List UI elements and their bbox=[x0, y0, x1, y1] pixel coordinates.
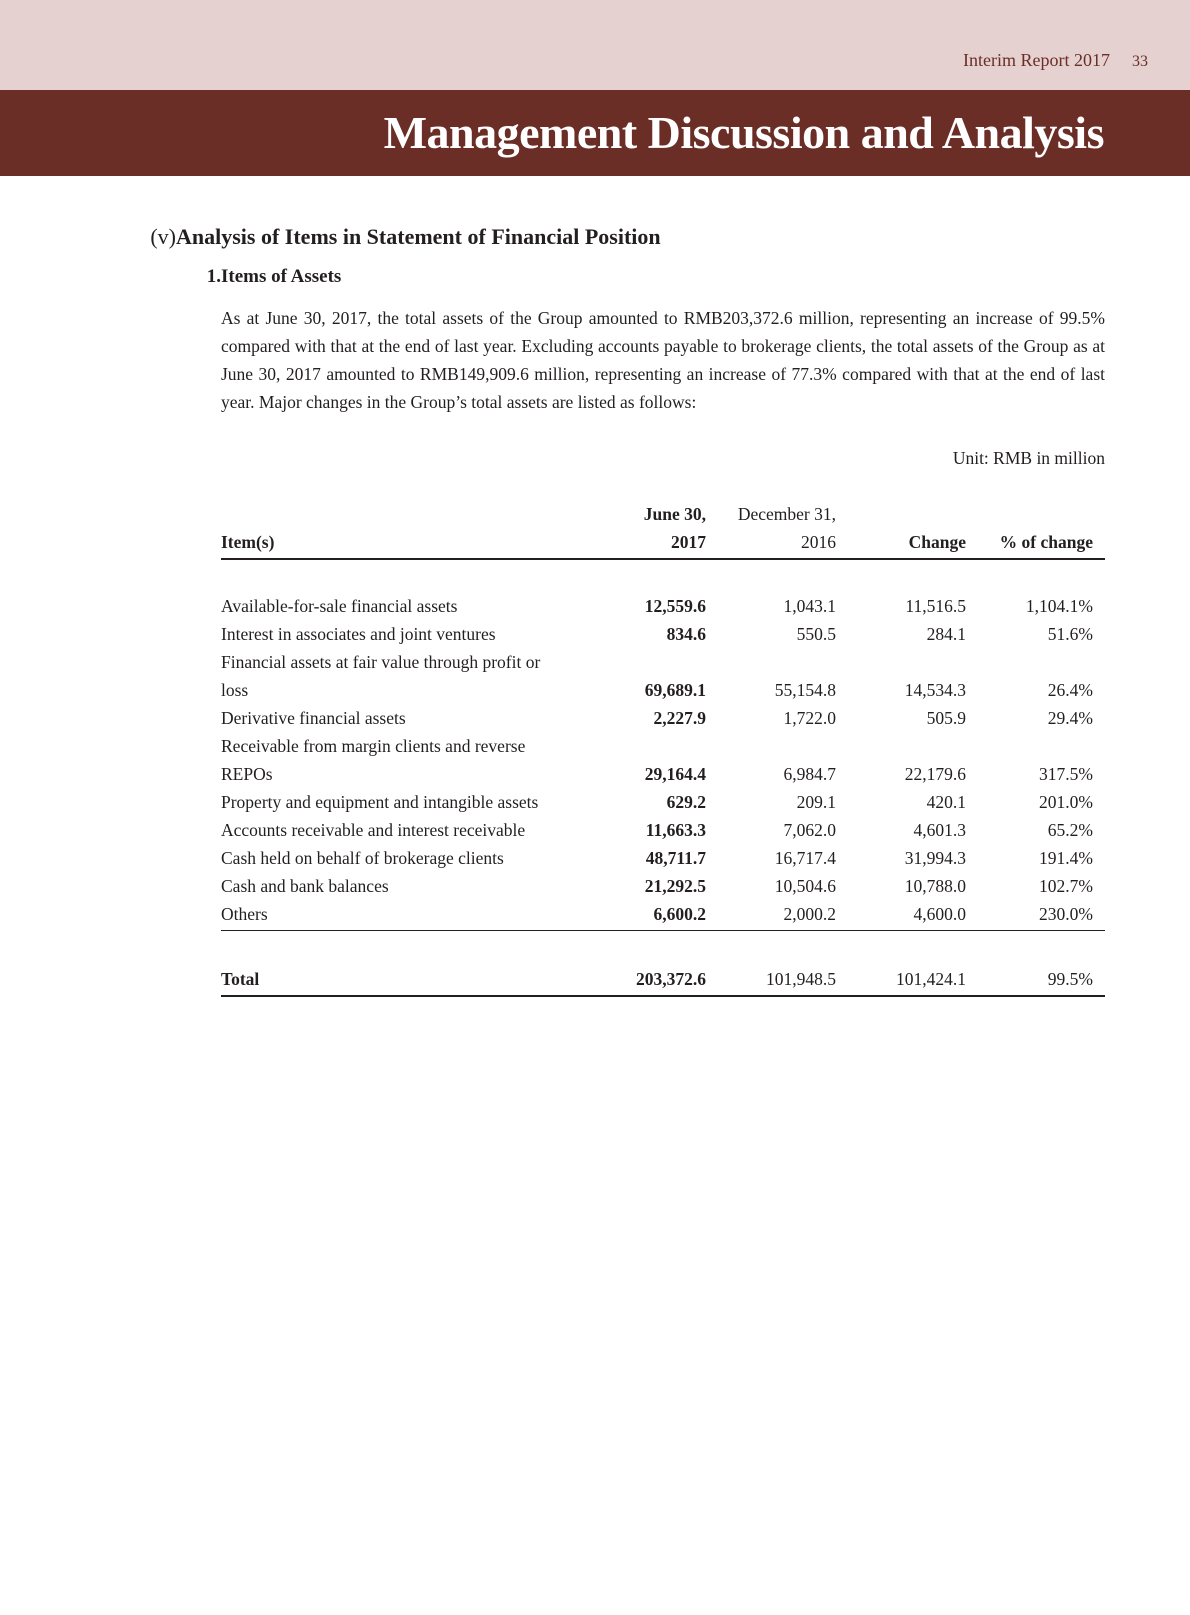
row-jun-2017-value: 2,227.9 bbox=[653, 708, 706, 728]
table-row-label-line bbox=[221, 648, 1105, 676]
row-pct-change-value: 230.0% bbox=[966, 900, 1105, 931]
row-jun-2017-value: 11,663.3 bbox=[645, 820, 706, 840]
unit-label: Unit: RMB in million bbox=[952, 448, 1105, 468]
row-change-value: 10,788.0 bbox=[904, 876, 966, 896]
row-item-label-line1: Receivable from margin clients and reverse bbox=[221, 736, 526, 756]
subsection-title: Items of Assets bbox=[221, 266, 342, 287]
header-item: Item(s) bbox=[221, 528, 581, 559]
row-item-label-line1: Financial assets at fair value through profit or bbox=[221, 652, 541, 672]
page-number: 33 bbox=[1132, 53, 1148, 70]
row-dec-2016-value: 7,062.0 bbox=[783, 820, 836, 840]
total-dec-2016-value: 101,948.5 bbox=[706, 965, 836, 996]
header-change: Change bbox=[836, 528, 966, 559]
table-row bbox=[221, 760, 1105, 788]
section-title: Analysis of Items in Statement of Financial Position bbox=[176, 224, 661, 249]
row-item-label: Others bbox=[221, 900, 581, 931]
row-jun-2017-value: 834.6 bbox=[666, 624, 706, 644]
row-item-label: Interest in associates and joint ventures bbox=[221, 624, 496, 644]
row-change-value: 11,516.5 bbox=[905, 596, 966, 616]
subsection-number: 1. bbox=[206, 266, 221, 287]
row-dec-2016-value: 55,154.8 bbox=[774, 680, 836, 700]
row-pct-change-value: 26.4% bbox=[1047, 680, 1093, 700]
running-header bbox=[963, 50, 1148, 71]
row-change-value: 31,994.3 bbox=[904, 848, 966, 868]
table-row bbox=[221, 816, 1105, 844]
table-row bbox=[221, 620, 1105, 648]
row-change-value: 4,600.0 bbox=[836, 900, 966, 931]
row-change-value: 420.1 bbox=[926, 792, 966, 812]
row-item-label: Available-for-sale financial assets bbox=[221, 596, 458, 616]
body-paragraph: As at June 30, 2017, the total assets of the Group amounted to RMB203,372.6 million, representing an increase of 99.5% compared with that at the end of last year. Excluding accounts payable to brokerage clients, the total assets of the Group as at June 30, 2017 amounted to RMB149,909.6 million, representing an increase of 77.3% compared with that at the end of last year. Major changes in the Group’s total assets are listed as follows: bbox=[221, 308, 1105, 412]
table-row bbox=[221, 872, 1105, 900]
header-pct: % of change bbox=[966, 528, 1105, 559]
row-jun-2017-value: 48,711.7 bbox=[645, 848, 706, 868]
total-pct-change-value: 99.5% bbox=[966, 965, 1105, 996]
row-change-value: 14,534.3 bbox=[904, 680, 966, 700]
row-jun-2017-value: 21,292.5 bbox=[644, 876, 706, 896]
row-change-value: 284.1 bbox=[926, 624, 966, 644]
row-item-label: Accounts receivable and interest receivable bbox=[221, 820, 526, 840]
table-row bbox=[221, 788, 1105, 816]
row-pct-change-value: 51.6% bbox=[1047, 624, 1093, 644]
table-row bbox=[221, 900, 1105, 931]
total-change-value: 101,424.1 bbox=[836, 965, 966, 996]
row-jun-2017-value: 12,559.6 bbox=[644, 596, 706, 616]
row-jun-2017-value: 29,164.4 bbox=[644, 764, 706, 784]
row-change-value: 4,601.3 bbox=[913, 820, 966, 840]
header-row-2 bbox=[221, 528, 1105, 559]
row-jun-2017-value: 629.2 bbox=[666, 792, 706, 812]
row-dec-2016-value: 1,043.1 bbox=[783, 596, 836, 616]
report-title: Interim Report 2017 bbox=[963, 50, 1110, 70]
banner-title: Management Discussion and Analysis bbox=[383, 107, 1104, 158]
row-item-label: loss bbox=[221, 680, 249, 700]
row-pct-change-value: 102.7% bbox=[1039, 876, 1093, 896]
row-pct-change-value: 191.4% bbox=[1039, 848, 1093, 868]
header-jun-line2: 2017 bbox=[581, 528, 706, 559]
header-row-1 bbox=[221, 500, 1105, 528]
row-jun-2017-value: 6,600.2 bbox=[581, 900, 706, 931]
row-dec-2016-value: 6,984.7 bbox=[783, 764, 836, 784]
row-item-label: Cash and bank balances bbox=[221, 876, 389, 896]
row-item-label: Property and equipment and intangible assets bbox=[221, 792, 539, 812]
row-dec-2016-value: 550.5 bbox=[796, 624, 836, 644]
row-dec-2016-value: 209.1 bbox=[796, 792, 836, 812]
table-row bbox=[221, 704, 1105, 732]
table-row-label-line bbox=[221, 732, 1105, 760]
row-dec-2016-value: 16,717.4 bbox=[774, 848, 836, 868]
header-band bbox=[0, 0, 1190, 90]
row-jun-2017-value: 69,689.1 bbox=[644, 680, 706, 700]
section-heading bbox=[130, 224, 661, 250]
row-dec-2016-value: 1,722.0 bbox=[783, 708, 836, 728]
total-jun-2017-value: 203,372.6 bbox=[581, 965, 706, 996]
total-row bbox=[221, 965, 1105, 996]
row-item-label: Cash held on behalf of brokerage clients bbox=[221, 848, 504, 868]
total-label: Total bbox=[221, 965, 581, 996]
row-change-value: 22,179.6 bbox=[904, 764, 966, 784]
header-dec-line1: December 31, bbox=[737, 504, 836, 524]
row-dec-2016-value: 10,504.6 bbox=[774, 876, 836, 896]
header-jun-line1: June 30, bbox=[643, 504, 706, 524]
row-pct-change-value: 65.2% bbox=[1047, 820, 1093, 840]
table-row bbox=[221, 592, 1105, 620]
subsection-heading bbox=[176, 266, 341, 288]
header-dec-line2: 2016 bbox=[706, 528, 836, 559]
row-pct-change-value: 201.0% bbox=[1039, 792, 1093, 812]
row-pct-change-value: 1,104.1% bbox=[1025, 596, 1093, 616]
row-pct-change-value: 317.5% bbox=[1039, 764, 1093, 784]
table-row bbox=[221, 676, 1105, 704]
row-change-value: 505.9 bbox=[926, 708, 966, 728]
row-pct-change-value: 29.4% bbox=[1047, 708, 1093, 728]
row-item-label: Derivative financial assets bbox=[221, 708, 406, 728]
section-number: (v) bbox=[150, 224, 176, 249]
table-row bbox=[221, 844, 1105, 872]
assets-table bbox=[221, 500, 1105, 997]
row-item-label: REPOs bbox=[221, 764, 273, 784]
row-dec-2016-value: 2,000.2 bbox=[706, 900, 836, 931]
title-banner bbox=[0, 90, 1190, 176]
